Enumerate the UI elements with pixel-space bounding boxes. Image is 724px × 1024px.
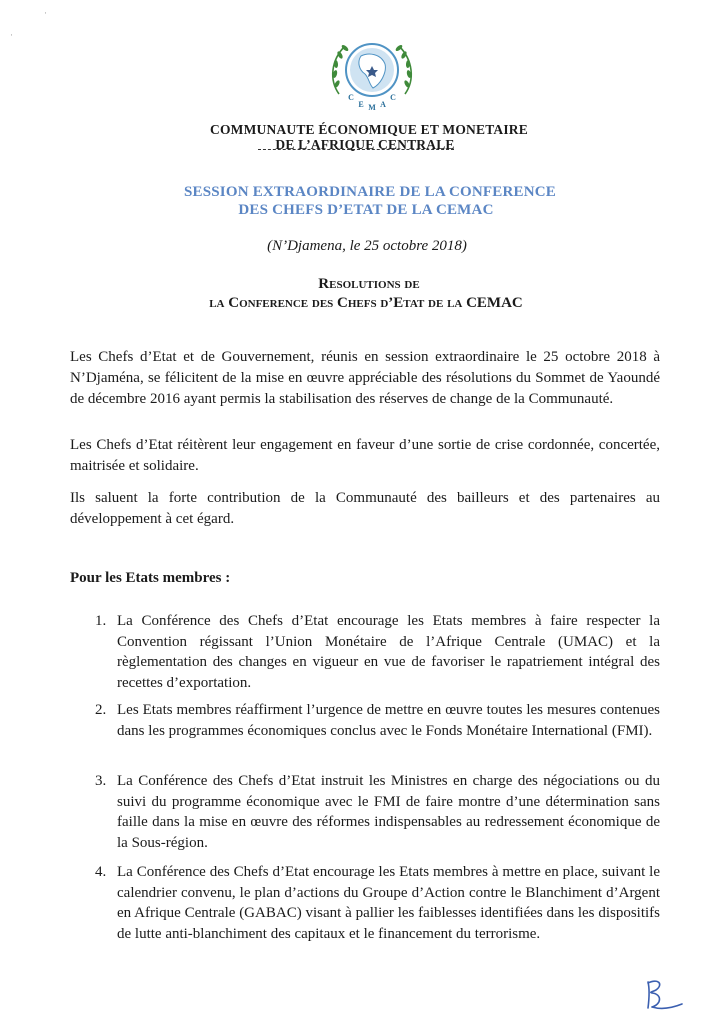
session-title-line1: SESSION EXTRAORDINAIRE DE LA CONFERENCE — [183, 184, 557, 200]
item-number: 3. — [95, 773, 107, 789]
item-text: La Conférence des Chefs d’Etat encourage les Etats membres à faire respecter la Convention régissant l’Union Monétaire de l’Afrique Centrale (UMAC) et la règlementation des changes en vigueur en vue de favoriser le rapatriement intégral des recettes d’exportation. — [117, 613, 660, 691]
resolution-item — [95, 700, 660, 741]
scan-speck: · — [44, 8, 47, 18]
resolution-item — [95, 611, 660, 693]
item-text: Les Etats membres réaffirment l’urgence de mettre en œuvre toutes les mesures contenues dans les programmes économiques conclus avec le Fonds Monétaire International (FMI). — [117, 702, 660, 739]
item-number: 4. — [95, 864, 107, 880]
logo-letter: C — [348, 93, 354, 102]
org-name-line2: DE L’AFRIQUE CENTRALE — [275, 137, 455, 152]
handwritten-initials — [640, 974, 686, 1014]
place-date: (N’Djamena, le 25 octobre 2018) — [267, 238, 467, 254]
session-title-line2: DES CHEFS D’ETAT DE LA CEMAC — [238, 202, 494, 218]
resolutions-title-line1: Resolutions de — [318, 276, 420, 292]
logo-letter: A — [380, 100, 386, 109]
logo-letter: C — [390, 93, 396, 102]
header-separator — [258, 149, 454, 150]
cemac-logo — [325, 34, 419, 116]
logo-letter: E — [358, 100, 364, 109]
section-heading: Pour les Etats membres : — [70, 570, 231, 586]
intro-paragraph: Les Chefs d’Etat réitèrent leur engagement en faveur d’une sortie de crise cordonnée, concertée, maitrisée et solidaire. — [70, 437, 660, 474]
item-number: 1. — [95, 613, 107, 629]
logo-letter: M — [368, 103, 376, 112]
item-number: 2. — [95, 702, 107, 718]
item-text: La Conférence des Chefs d’Etat instruit les Ministres en charge des négociations ou du suivi du programme économique avec le FMI de faire montre d’une détermination sans faille dans la mise en œuvre des réformes indispensables au redressement économique de la Sous-région. — [117, 773, 660, 851]
resolutions-title-line2: la Conference des Chefs d’Etat de la CEMAC — [209, 295, 523, 311]
scan-speck: · — [10, 30, 13, 40]
intro-paragraph: Les Chefs d’Etat et de Gouvernement, réunis en session extraordinaire le 25 octobre 2018 à N’Djaména, se félicitent de la mise en œuvre appréciable des résolutions du Sommet de Yaoundé de décembre 2016 ayant permis la stabilisation des réserves de change de la Communauté. — [70, 349, 660, 407]
org-name-line1: COMMUNAUTE ÉCONOMIQUE ET MONETAIRE — [210, 122, 528, 137]
intro-paragraph: Ils saluent la forte contribution de la Communauté des bailleurs et des partenaires au développement à cet égard. — [70, 490, 660, 527]
item-text: La Conférence des Chefs d’Etat encourage les Etats membres à mettre en place, suivant le calendrier convenu, le plan d’actions du Groupe d’Action contre le Blanchiment d’Argent en Afrique Centrale (GABAC) visant à pallier les faiblesses identifiées dans les dispositifs de lutte anti-blanchiment des capitaux et le financement du terrorisme. — [117, 864, 660, 942]
resolution-item — [95, 862, 660, 944]
resolution-item — [95, 771, 660, 853]
